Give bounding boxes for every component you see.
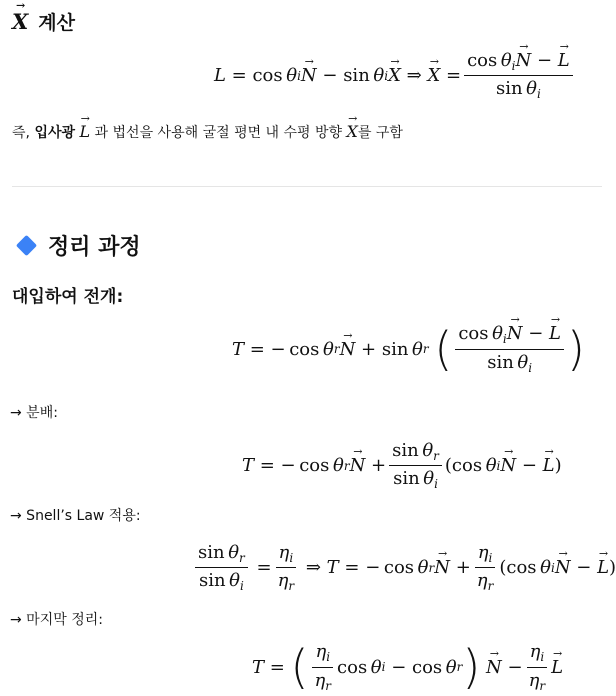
- step-snell-label: → Snell’s Law 적용:: [10, 508, 141, 524]
- subheading-substitute: 대입하여 전개:: [12, 287, 124, 307]
- note-prefix: 즉,: [12, 125, 30, 141]
- heading-text: 계산: [38, 12, 76, 34]
- step-final-label: → 마지막 정리:: [10, 612, 103, 628]
- equation-t-substituted: T = − cos θ r → N + sin θ r ( $\frac{\cos \theta_i\to N - \to L}{\sin \theta_i}$ ): [232, 322, 585, 376]
- section-heading-derivation: [14, 230, 141, 261]
- vector-x-inline: → X: [347, 122, 358, 141]
- note-middle: 과 법선을 사용해 굴절 평면 내 수평 방향: [94, 125, 343, 141]
- equation-t-distributed: T = − cos θ r → N + $\frac{\sin \theta_r}{\sin \theta_i}$ (cos θ i → N − → L ): [242, 440, 562, 492]
- note-end: 를 구함: [357, 125, 403, 141]
- derivation-title: 정리 과정: [48, 235, 141, 260]
- section-heading-x: [12, 8, 75, 35]
- equation-x-definition: L = cos θ i → N − sin θ i → X ⇒ → X = $\frac{\cos \theta_i\to N - \to L}{\sin \theta_i}$: [214, 50, 576, 102]
- vector-x-symbol: → X: [12, 9, 28, 34]
- explanation-note: [12, 122, 403, 142]
- equation-snell-applied: $\frac{\sin \theta_r}{\sin \theta_i}$ = $\frac{\eta_i}{\eta_r}$ ⇒ T = − cos θ r → N + $\frac{\eta_i}{\eta_r}$ (cos θ i → N − → L ): [192, 542, 616, 594]
- equation-t-final: T = ( $\frac{\eta_i}{\eta_r}$ cos θ i − cos θ r ) → N − $\frac{\eta_i}{\eta_r}$ → L: [252, 640, 563, 694]
- note-bold: 입사광: [34, 125, 76, 141]
- vector-l-symbol: → L: [79, 122, 90, 141]
- blue-diamond-icon: [16, 235, 37, 256]
- step-distribute-label: → 분배:: [10, 405, 58, 421]
- section-divider: [12, 186, 602, 187]
